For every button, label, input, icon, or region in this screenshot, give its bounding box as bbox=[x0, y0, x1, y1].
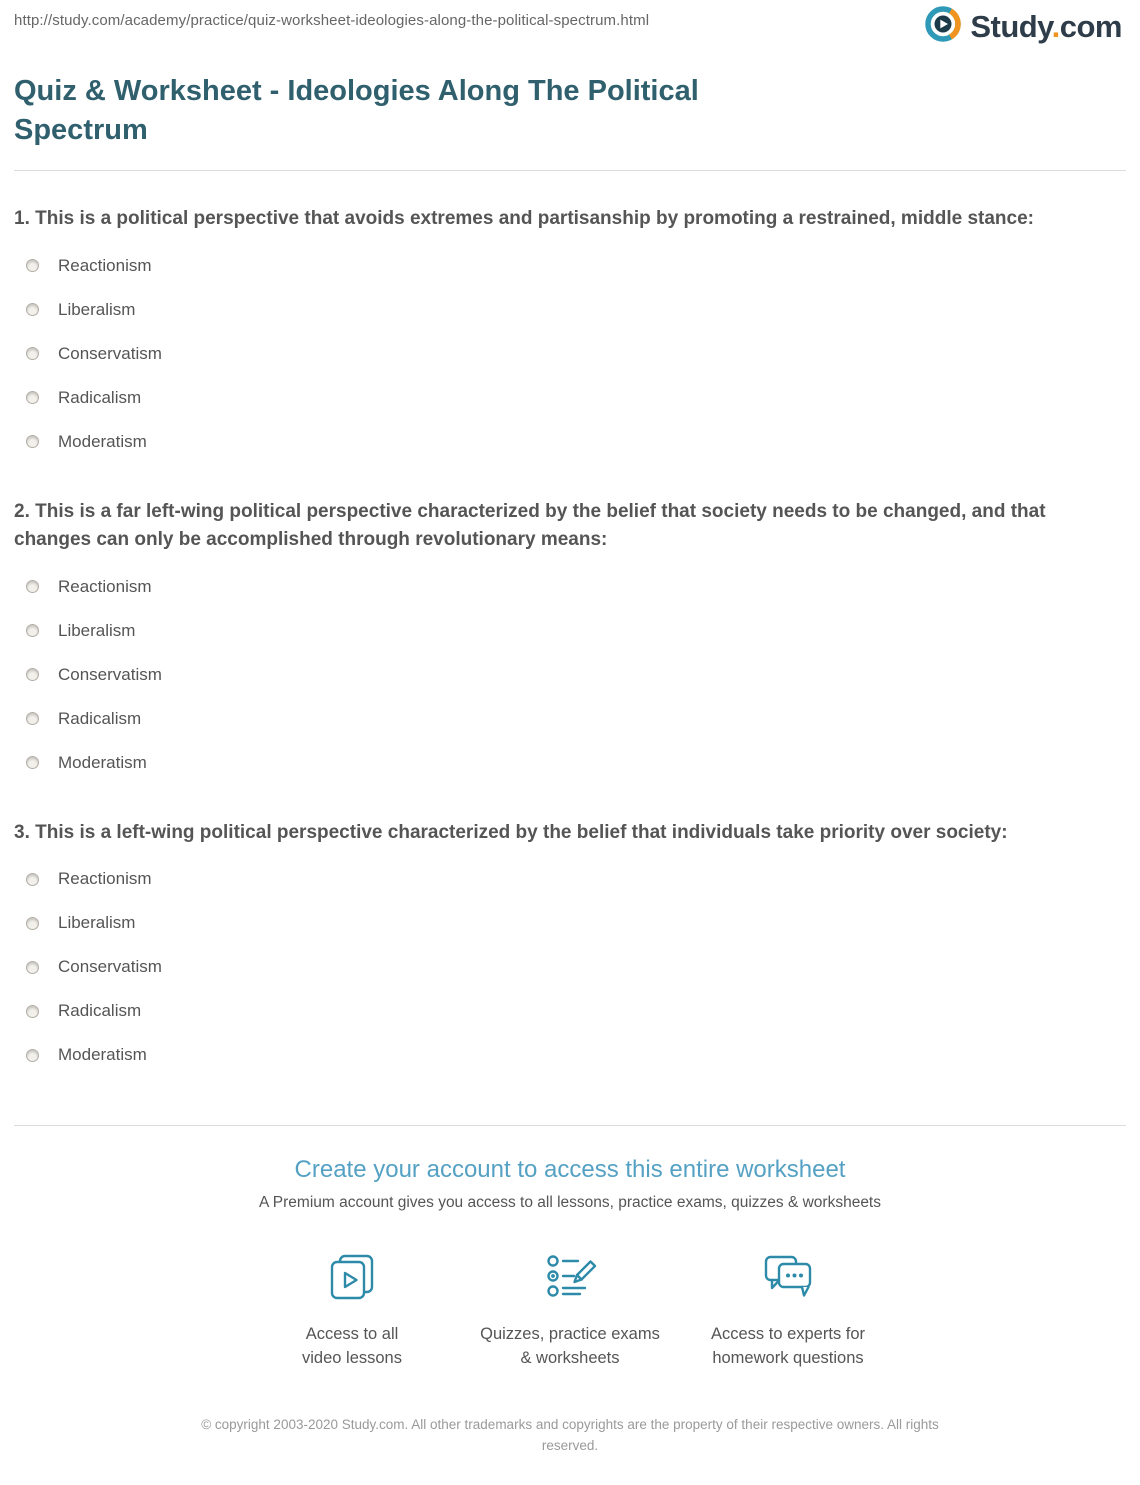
features-row bbox=[14, 1250, 1126, 1371]
feature-label: Access to experts for homework questions bbox=[710, 1325, 866, 1368]
option-row[interactable] bbox=[14, 945, 1126, 989]
radio-button[interactable] bbox=[26, 259, 39, 272]
option-row[interactable] bbox=[14, 420, 1126, 464]
feature-quizzes-worksheets bbox=[461, 1250, 679, 1371]
radio-button[interactable] bbox=[26, 712, 39, 725]
radio-button[interactable] bbox=[26, 961, 39, 974]
feature-experts-chat bbox=[679, 1250, 897, 1371]
radio-button[interactable] bbox=[26, 347, 39, 360]
question-2-prompt: 2. This is a far left-wing political perspective characterized by the belief that society needs to be changed, and that changes can only be accomplished through revolutionary means: bbox=[14, 500, 1046, 551]
question-1-options bbox=[14, 244, 1126, 464]
option-row[interactable] bbox=[14, 244, 1126, 288]
option-label: Reactionism bbox=[58, 255, 152, 275]
feature-label: Quizzes, practice exams & worksheets bbox=[480, 1325, 660, 1368]
option-label: Radicalism bbox=[58, 708, 142, 728]
signup-heading: Create your account to access this entire worksheet bbox=[294, 1156, 846, 1184]
radio-button[interactable] bbox=[26, 580, 39, 593]
option-label: Conservatism bbox=[58, 343, 162, 363]
option-row[interactable] bbox=[14, 697, 1126, 741]
option-row[interactable] bbox=[14, 288, 1126, 332]
option-label: Moderatism bbox=[58, 1045, 147, 1065]
radio-button[interactable] bbox=[26, 756, 39, 769]
video-lessons-icon bbox=[324, 1250, 380, 1306]
radio-button[interactable] bbox=[26, 917, 39, 930]
option-label: Conservatism bbox=[58, 957, 162, 977]
radio-button[interactable] bbox=[26, 435, 39, 448]
page-header bbox=[14, 0, 1126, 56]
title-divider bbox=[14, 170, 1126, 171]
option-label: Liberalism bbox=[58, 913, 136, 933]
question-1-prompt: 1. This is a political perspective that avoids extremes and partisanship by promoting a restrained, middle stance: bbox=[14, 208, 1034, 230]
option-label: Reactionism bbox=[58, 869, 152, 889]
option-row[interactable] bbox=[14, 376, 1126, 420]
option-label: Moderatism bbox=[58, 752, 147, 772]
option-row[interactable] bbox=[14, 901, 1126, 945]
radio-button[interactable] bbox=[26, 873, 39, 886]
copyright-text: © copyright 2003-2020 Study.com. All other trademarks and copyrights are the property of their respective owners. All rights reserved. bbox=[201, 1417, 939, 1454]
option-row[interactable] bbox=[14, 565, 1126, 609]
feature-video-lessons bbox=[243, 1250, 461, 1371]
quizzes-worksheets-icon bbox=[542, 1250, 598, 1306]
radio-button[interactable] bbox=[26, 624, 39, 637]
option-label: Moderatism bbox=[58, 431, 147, 451]
question-1 bbox=[14, 205, 1126, 464]
question-2-options bbox=[14, 565, 1126, 785]
option-row[interactable] bbox=[14, 741, 1126, 785]
page-url: http://study.com/academy/practice/quiz-worksheet-ideologies-along-the-political-spectrum.html bbox=[14, 12, 650, 29]
question-3-options bbox=[14, 857, 1126, 1077]
option-label: Liberalism bbox=[58, 299, 136, 319]
page-title: Quiz & Worksheet - Ideologies Along The Political Spectrum bbox=[14, 75, 699, 147]
option-label: Liberalism bbox=[58, 620, 136, 640]
question-3 bbox=[14, 819, 1126, 1078]
radio-button[interactable] bbox=[26, 391, 39, 404]
studycom-logo[interactable] bbox=[923, 4, 1122, 49]
option-row[interactable] bbox=[14, 1033, 1126, 1077]
feature-label: Access to all video lessons bbox=[302, 1325, 402, 1368]
option-label: Conservatism bbox=[58, 664, 162, 684]
option-row[interactable] bbox=[14, 332, 1126, 376]
studycom-logo-icon bbox=[923, 4, 963, 49]
experts-chat-icon bbox=[760, 1250, 816, 1306]
option-row[interactable] bbox=[14, 609, 1126, 653]
signup-section bbox=[14, 1156, 1126, 1371]
signup-subheading: A Premium account gives you access to all lessons, practice exams, quizzes & worksheets bbox=[259, 1194, 881, 1212]
option-row[interactable] bbox=[14, 989, 1126, 1033]
question-2 bbox=[14, 498, 1126, 785]
option-label: Radicalism bbox=[58, 1001, 142, 1021]
section-divider bbox=[14, 1125, 1126, 1126]
option-row[interactable] bbox=[14, 857, 1126, 901]
option-label: Radicalism bbox=[58, 387, 142, 407]
logo-dot: . bbox=[1051, 8, 1060, 44]
studycom-logo-text: Study.com bbox=[970, 8, 1122, 44]
radio-button[interactable] bbox=[26, 1005, 39, 1018]
option-row[interactable] bbox=[14, 653, 1126, 697]
radio-button[interactable] bbox=[26, 303, 39, 316]
question-3-prompt: 3. This is a left-wing political perspective characterized by the belief that individuals take priority over society: bbox=[14, 821, 1008, 843]
option-label: Reactionism bbox=[58, 576, 152, 596]
radio-button[interactable] bbox=[26, 668, 39, 681]
radio-button[interactable] bbox=[26, 1049, 39, 1062]
